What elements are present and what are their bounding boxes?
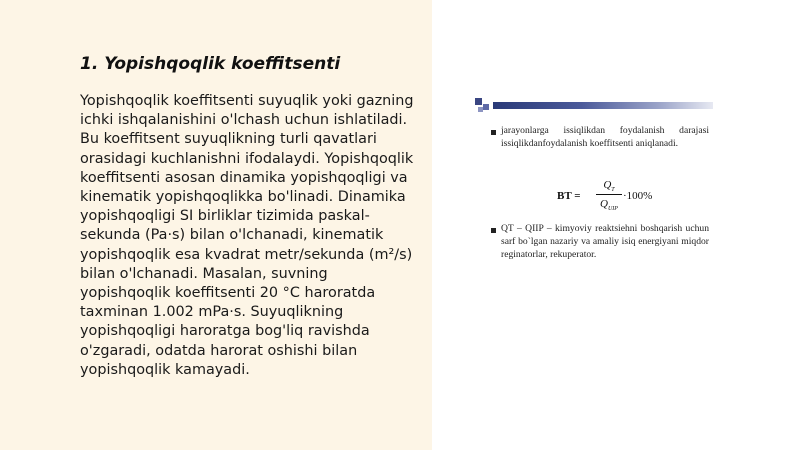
- efficiency-formula: [557, 178, 677, 218]
- body-paragraph: Yopishqoqlik koeffitsenti suyuqlik yoki gazning ichki ishqalanishini o'lchash uchun ishlatiladi. Bu koeffitsent suyuqlikning turli qavatlari orasidagi kuchlanishni ifodalaydi. Yopishqoqlik koeffitsenti asosan dinamika yopishqoqligi va kinematik yopishqoqlikka bo'linadi. Dinamika yopishqoqligi SI birliklar tizimida paskal-sekunda (Pa·s) bilan o'lchanadi, kinematik yopishqoqlik esa kvadrat metr/sekunda (m²/s) bilan o'lchanadi. Masalan, suvning yopishqoqlik koeffitsenti 20 °C haroratda taxminan 1.002 mPa·s. Suyuqlikning yopishqoqligi haroratga bog'liq ravishda o'zgaradi, odatda harorat oshishi bilan yopishqoqlik kamayadi.: [80, 93, 414, 378]
- decor-square: [475, 98, 482, 105]
- denominator-subscript: UIP: [607, 206, 618, 213]
- formula-fraction: [596, 178, 622, 212]
- slide-header-bar: [493, 102, 713, 109]
- formula-numerator: [596, 178, 622, 193]
- bullet-square-icon: [491, 130, 496, 135]
- slide-image: [473, 96, 713, 268]
- fraction-line: [596, 194, 622, 195]
- slide-bullet-1: jarayonlarga issiqlikdan foydalanish darajasi issiqlikdanfoydalanish koeffitsenti aniqlanadi.: [501, 125, 709, 149]
- numerator-subscript: T: [611, 187, 615, 194]
- formula-rhs: ·100%: [623, 190, 653, 202]
- decor-square: [483, 104, 489, 110]
- formula-denominator: [596, 197, 622, 212]
- bullet-square-icon: [491, 228, 496, 233]
- denominator-symbol: Q: [600, 198, 608, 210]
- slide-bullet-2: QT – QIIP – kimyoviy reaktsiehni boshqarish uchun sarf bo`lgan nazariy va amaliy isiq energiyani miqdor reginatorlar, rekuperator.: [501, 223, 709, 260]
- numerator-symbol: Q: [603, 179, 612, 191]
- decor-square: [478, 107, 483, 112]
- formula-lhs: BT =: [557, 190, 581, 202]
- slide-decor-squares: [475, 98, 493, 114]
- section-heading: 1. Yopishqoqlik koeffitsenti: [80, 54, 341, 74]
